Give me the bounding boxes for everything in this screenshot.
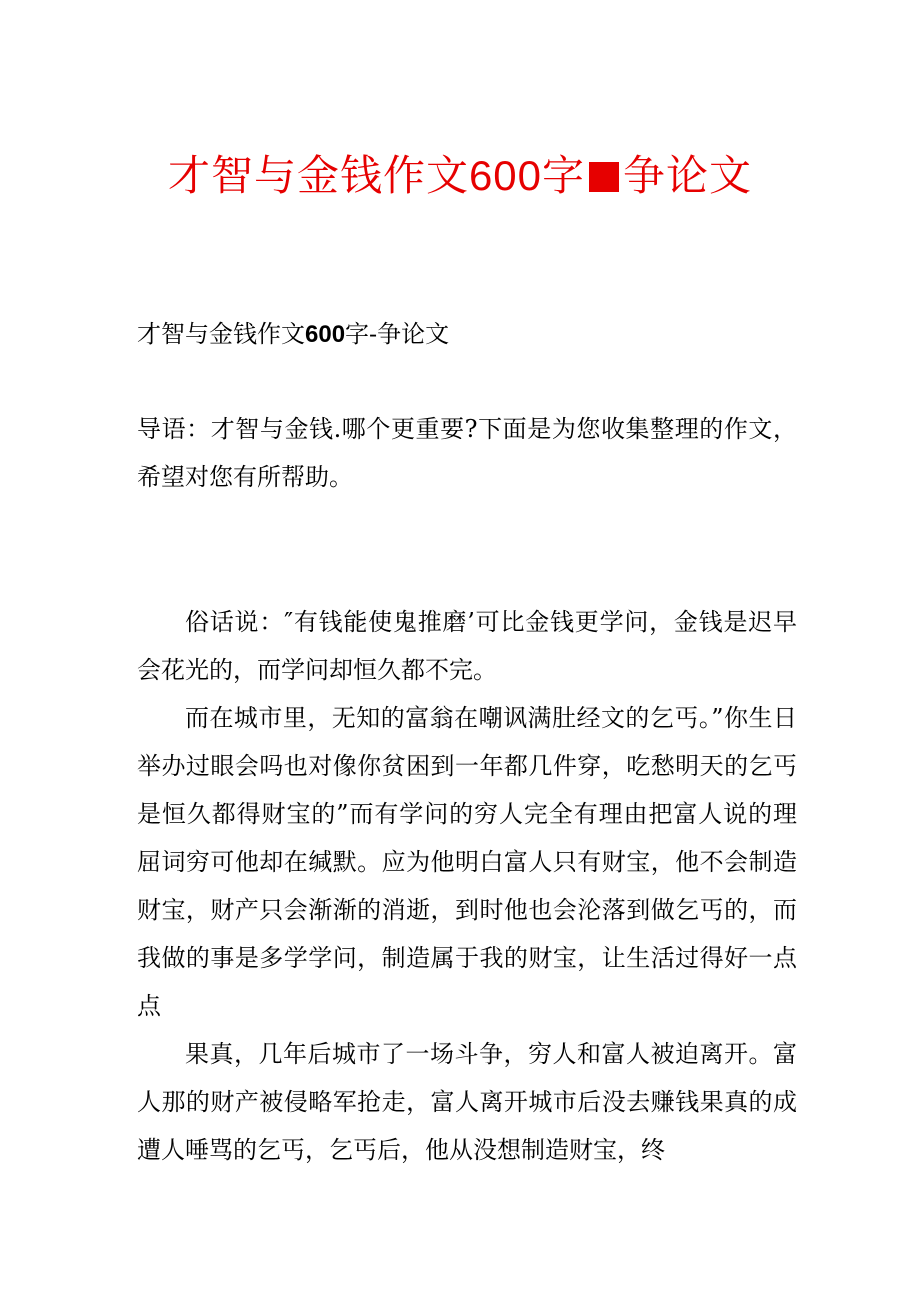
intro-block [137, 405, 797, 501]
essay-paragraph-2: 而在城市里，无知的富翁在嘲讽满肚经文的乞丐。”你生日举办过眼会吗也对像你贫困到一年都几件穿，吃愁明天的乞丐是恒久都得财宝的”而有学问的穷人完全有理由把富人说的理屈词穷可他却在缄默。应为他明白富人只有财宝，他不会制造财宝，财产只会渐渐的消逝，到时他也会沦落到做乞丐的，而我做的事是多学学问，制造属于我的财宝，让生活过得好一点点 [137, 704, 797, 1020]
essay-body [137, 598, 797, 1174]
essay-paragraph-3: 果真，几年后城市了一场斗争，穷人和富人被迫离开。富人那的财产被侵略军抢走，富人离开城市后没去赚钱果真的成遭人唾骂的乞丐，乞丐后，他从没想制造财宝，终 [137, 1040, 797, 1164]
title-text-part3: 争论文 [623, 151, 753, 200]
document-subtitle [137, 316, 449, 353]
title-text-part1: 才智与金钱作文 [167, 151, 469, 200]
document-title [0, 148, 920, 204]
square-bullet-icon [589, 162, 619, 192]
essay-paragraph-1: 俗话说：″有钱能使鬼推磨’可比金钱更学问，金钱是迟早会花光的，而学问却恒久都不完。 [137, 608, 797, 684]
title-number: 600 [468, 152, 543, 199]
subtitle-text-part2: 字-争论文 [345, 320, 450, 348]
subtitle-number: 600 [305, 321, 346, 348]
title-text-part2: 字 [542, 151, 586, 200]
intro-paragraph: 导语：才智与金钱.哪个更重要?下面是为您收集整理的作文，希望对您有所帮助。 [137, 415, 797, 491]
subtitle-text-part1: 才智与金钱作文 [137, 320, 305, 348]
